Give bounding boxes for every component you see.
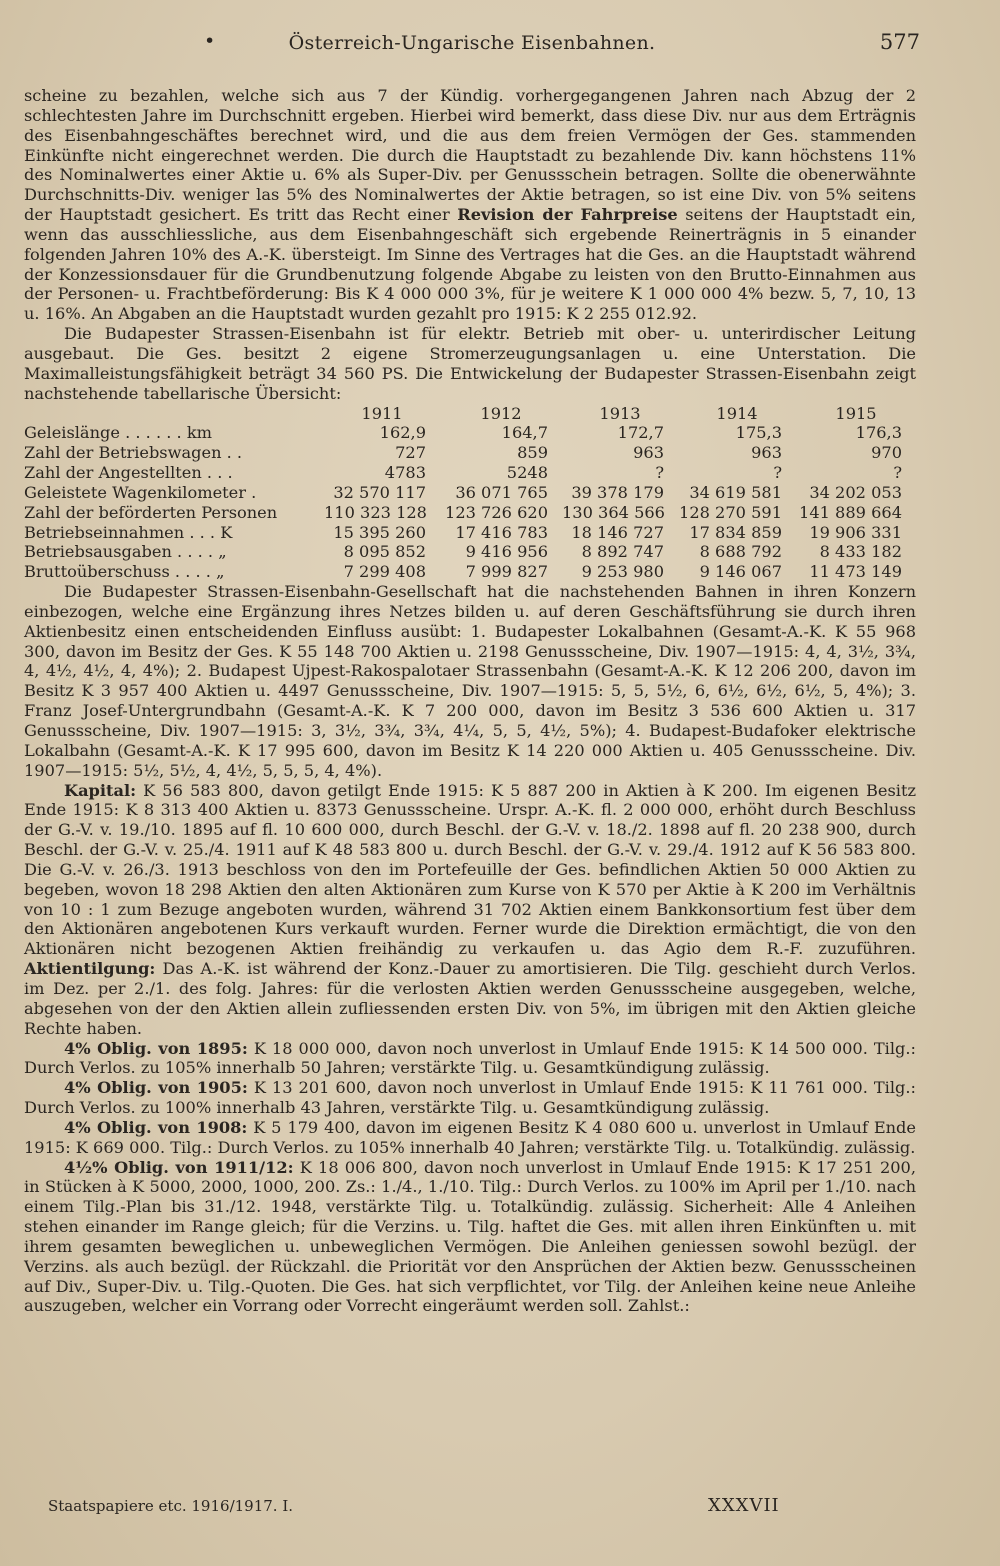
table-cell: 123 726 620	[445, 502, 548, 522]
table-cell: 4783	[384, 463, 426, 483]
table-header-label	[24, 404, 324, 424]
table-year: 1913	[599, 403, 641, 423]
table-row	[24, 542, 916, 562]
table-cell: 9 416 956	[465, 542, 548, 562]
page-footer	[48, 1495, 808, 1519]
table-year: 1912	[480, 403, 522, 423]
table-cell: 963	[751, 443, 782, 463]
paragraph-oblig-1908: 4% Oblig. von 1908: K 5 179 400, davon im eigenen Besitz K 4 080 600 u. unverlost in Umlauf Ende 1915: K 669 000. Tilg.: Durch Verlos. zu 105% innerhalb 40 Jahren; verstärkte Tilg. u. Totalkündig. zulässig.	[24, 1117, 916, 1157]
table-year: 1914	[716, 403, 758, 423]
table-cell: 19 906 331	[809, 522, 902, 542]
table-cell: 34 619 581	[689, 482, 782, 502]
table-cell: 128 270 591	[679, 502, 782, 522]
table-row-label: Zahl der Angestellten . . .	[24, 463, 233, 483]
table-row	[24, 463, 916, 483]
table-cell: 8 688 792	[699, 542, 782, 562]
table-cell: 32 570 117	[333, 482, 426, 502]
table-cell: 7 299 408	[343, 562, 426, 582]
table-cell: 130 364 566	[562, 502, 665, 522]
table-year: 1911	[361, 403, 403, 423]
paragraph-kapital: Kapital: K 56 583 800, davon getilgt Ende 1915: K 5 887 200 in Aktien à K 200. Im eigenen Besitz Ende 1915: K 8 313 400 Aktien u. 8373 Genussscheine. Urspr. A.-K. fl. 2 000 000, erhöht durch Beschluss der G.-V. v. 19./10. 1895 auf fl. 10 600 000, durch Beschl. der G.-V. v. 18./2. 1898 auf fl. 20 238 900, durch Beschl. der G.-V. v. 25./4. 1911 auf K 48 583 800 u. durch Beschl. der G.-V. v. 29./4. 1912 auf K 56 583 800. Die G.-V. v. 26./3. 1913 beschloss von den im Portefeuille der Ges. befindlichen Aktien 50 000 Aktien zu begeben, wovon 18 298 Aktien den alten Aktionären zum Kurse von K 570 per Aktie à K 200 im Verhältnis von 10 : 1 zum Bezuge angeboten wurden, während 31 702 Aktien einem Bankkonsortium fest über dem den Aktionären angebotenen Kurs verkauft wurden. Ferner wurde die Direktion ermächtigt, die von den Aktionären nicht bezogenen Aktien freihändig zu verkaufen u. das Agio dem R.-F. zuzuführen. Aktientilgung: Das A.-K. ist während der Konz.-Dauer zu amortisieren. Die Tilg. geschieht durch Verlos. im Dez. per 2./1. des folg. Jahres: für die verlosten Aktien werden Genussscheine ausgegeben, welche, abgesehen von der den Aktien allein zufliessenden ersten Div. von 5%, im übrigen mit den Aktien gleiche Rechte haben.	[24, 780, 916, 1038]
table-cell: 8 095 852	[343, 542, 426, 562]
table-cell: ?	[655, 463, 664, 483]
table-cell: 17 834 859	[689, 522, 782, 542]
table-cell: 7 999 827	[465, 562, 548, 582]
table-cell: 141 889 664	[799, 502, 902, 522]
table-cell: 164,7	[501, 423, 548, 443]
page-number: 577	[879, 30, 920, 54]
table-cell: 18 146 727	[571, 522, 664, 542]
table-year: 1915	[835, 403, 877, 423]
running-title: Österreich-Ungarische Eisenbahnen.	[288, 32, 656, 54]
table-row-label: Geleislänge . . . . . . km	[24, 423, 212, 443]
table-cell: 34 202 053	[809, 482, 902, 502]
paragraph-dividend: scheine zu bezahlen, welche sich aus 7 der Kündig. vorhergegangenen Jahren nach Abzug der 2 schlechtesten Jahre im Durchschnitt ergeben. Hierbei wird bemerkt, dass diese Div. nur aus dem Erträgnis des Eisenbahngeschäftes berechnet wird, und die aus dem freien Vermögen der Ges. stammenden Einkünfte nicht eingerechnet werden. Die durch die Hauptstadt zu bezahlende Div. kann höchstens 11% des Nominalwertes einer Aktie u. 6% als Super-Div. per Genussschein betragen. Sollte die obenerwähnte Durchschnitts-Div. weniger las 5% des Nominalwertes der Aktie betragen, so ist eine Div. von 5% seitens der Hauptstadt gesichert. Es tritt das Recht einer Revision der Fahrpreise seitens der Hauptstadt ein, wenn das ausschliessliche, aus dem Eisenbahngeschäft sich ergebende Reinerträgnis in 5 einander folgenden Jahren 10% des A.-K. übersteigt. Im Sinne des Vertrages hat die Ges. an die Hauptstadt während der Konzessionsdauer für die Grundbenutzung folgende Abgabe zu leisten von den Brutto-Einnahmen aus der Personen- u. Frachtbeförderung: Bis K 4 000 000 3%, für je weitere K 1 000 000 4% bezw. 5, 7, 10, 13 u. 16%. An Abgaben an die Hauptstadt wurden gezahlt pro 1915: K 2 255 012.92.	[24, 86, 917, 324]
table-row-label: Zahl der beförderten Personen	[24, 502, 278, 522]
table-header-row	[24, 404, 916, 424]
paragraph-oblig-1905: 4% Oblig. von 1905: K 13 201 600, davon noch unverlost in Umlauf Ende 1915: K 11 761 000. Tilg.: Durch Verlos. zu 100% innerhalb 43 Jahren, verstärkte Tilg. u. Gesamtkündigung zulässig.	[24, 1078, 916, 1118]
table-row	[24, 443, 916, 463]
header-dot: •	[204, 30, 216, 52]
table-cell: 9 146 067	[699, 562, 782, 582]
paragraph-oblig-1895: 4% Oblig. von 1895: K 18 000 000, davon noch unverlost in Umlauf Ende 1915: K 14 500 000. Tilg.: Durch Verlos. zu 105% innerhalb 50 Jahren; verstärkte Tilg. u. Gesamtkündigung zulässig.	[24, 1038, 916, 1078]
table-cell: 162,9	[379, 423, 426, 443]
table-cell: 172,7	[617, 423, 664, 443]
table-row-label: Geleistete Wagenkilometer .	[24, 482, 257, 502]
table-cell: 39 378 179	[571, 482, 664, 502]
table-row	[24, 423, 916, 443]
table-cell: 176,3	[855, 423, 902, 443]
table-cell: 8 433 182	[819, 542, 902, 562]
table-cell: ?	[893, 463, 902, 483]
footer-source: Staatspapiere etc. 1916/1917. I.	[48, 1497, 294, 1515]
page-header	[24, 30, 920, 60]
table-row	[24, 523, 916, 543]
table-row-label: Betriebseinnahmen . . . K	[24, 522, 233, 542]
table-cell: 970	[871, 443, 902, 463]
statistics-table	[24, 404, 916, 583]
table-cell: 11 473 149	[809, 562, 902, 582]
table-cell: 963	[633, 443, 664, 463]
table-cell: 175,3	[735, 423, 782, 443]
table-row	[24, 483, 916, 503]
table-cell: 15 395 260	[333, 522, 426, 542]
table-cell: 17 416 783	[455, 522, 548, 542]
table-cell: 8 892 747	[581, 542, 664, 562]
table-cell: 110 323 128	[324, 502, 427, 522]
table-cell: 9 253 980	[581, 562, 664, 582]
paragraph-operation: Die Budapester Strassen-Eisenbahn ist für elektr. Betrieb mit ober- u. unterirdischer Leitung ausgebaut. Die Ges. besitzt 2 eigene Stromerzeugungsanlagen u. eine Unterstation. Die Maximalleistungsfähigkeit beträgt 34 560 PS. Die Entwickelung der Budapester Strassen-Eisenbahn zeigt nachstehende tabellarische Übersicht:	[24, 324, 916, 403]
table-cell: ?	[773, 463, 782, 483]
page-body	[24, 86, 916, 1316]
paragraph-konzern: Die Budapester Strassen-Eisenbahn-Gesellschaft hat die nachstehenden Bahnen in ihren Konzern einbezogen, welche eine Ergänzung ihres Netzes bilden u. auf deren Geschäftsführung sie durch ihren Aktienbesitz einen entscheidenden Einfluss ausübt: 1. Budapester Lokalbahnen (Gesamt-A.-K. K 55 968 300, davon im Besitz der Ges. K 55 148 700 Aktien u. 2198 Genussscheine, Div. 1907—1915: 4, 4, 3½, 3¾, 4, 4½, 4½, 4, 4%); 2. Budapest Ujpest-Rakospalotaer Strassenbahn (Gesamt-A.-K. K 12 206 200, davon im Besitz K 3 957 400 Aktien u. 4497 Genussscheine, Div. 1907—1915: 5, 5, 5½, 6, 6½, 6½, 6½, 5, 4%); 3. Franz Josef-Untergrundbahn (Gesamt-A.-K. K 7 200 000, davon im Besitz 3 536 600 Aktien u. 317 Genussscheine, Div. 1907—1915: 3, 3½, 3¾, 3¾, 4¼, 5, 5, 4½, 5%); 4. Budapest-Budafoker elektrische Lokalbahn (Gesamt-A.-K. K 17 995 600, davon im Besitz K 14 220 000 Aktien u. 405 Genussscheine. Div. 1907—1915: 5½, 5½, 4, 4½, 5, 5, 5, 4, 4%).	[24, 582, 916, 780]
table-row-label: Betriebsausgaben . . . . „	[24, 542, 227, 562]
footer-signature-mark: XXXVII	[708, 1495, 780, 1516]
table-row-label: Zahl der Betriebswagen . .	[24, 443, 243, 463]
table-cell: 36 071 765	[455, 482, 548, 502]
table-row	[24, 562, 916, 582]
table-row-label: Bruttoüberschuss . . . . „	[24, 562, 225, 582]
table-cell: 5248	[506, 463, 548, 483]
table-row	[24, 503, 916, 523]
table-cell: 727	[395, 443, 426, 463]
table-cell: 859	[517, 443, 548, 463]
paragraph-oblig-1911: 4½% Oblig. von 1911/12: K 18 006 800, davon noch unverlost in Umlauf Ende 1915: K 17 251 200, in Stücken à K 5000, 2000, 1000, 200. Zs.: 1./4., 1./10. Tilg.: Durch Verlos. zu 100% im April per 1./10. nach einem Tilg.-Plan bis 31./12. 1948, verstärkte Tilg. u. Totalkündig. zulässig. Sicherheit: Alle 4 Anleihen stehen einander im Range gleich; für die Verzins. u. Tilg. haftet die Ges. mit allen ihren Einkünften u. mit ihrem gesamten beweglichen u. unbeweglichen Vermögen. Die Anleihen geniessen sowohl bezügl. der Verzins. als auch bezügl. der Rückzahl. die Priorität vor den Ansprüchen der Aktien bezw. Genussscheinen auf Div., Super-Div. u. Tilg.-Quoten. Die Ges. hat sich verpflichtet, vor Tilg. der Anleihen keine neue Anleihe auszugeben, welcher ein Vorrang oder Vorrecht eingeräumt werden soll. Zahlst.:	[24, 1157, 916, 1316]
